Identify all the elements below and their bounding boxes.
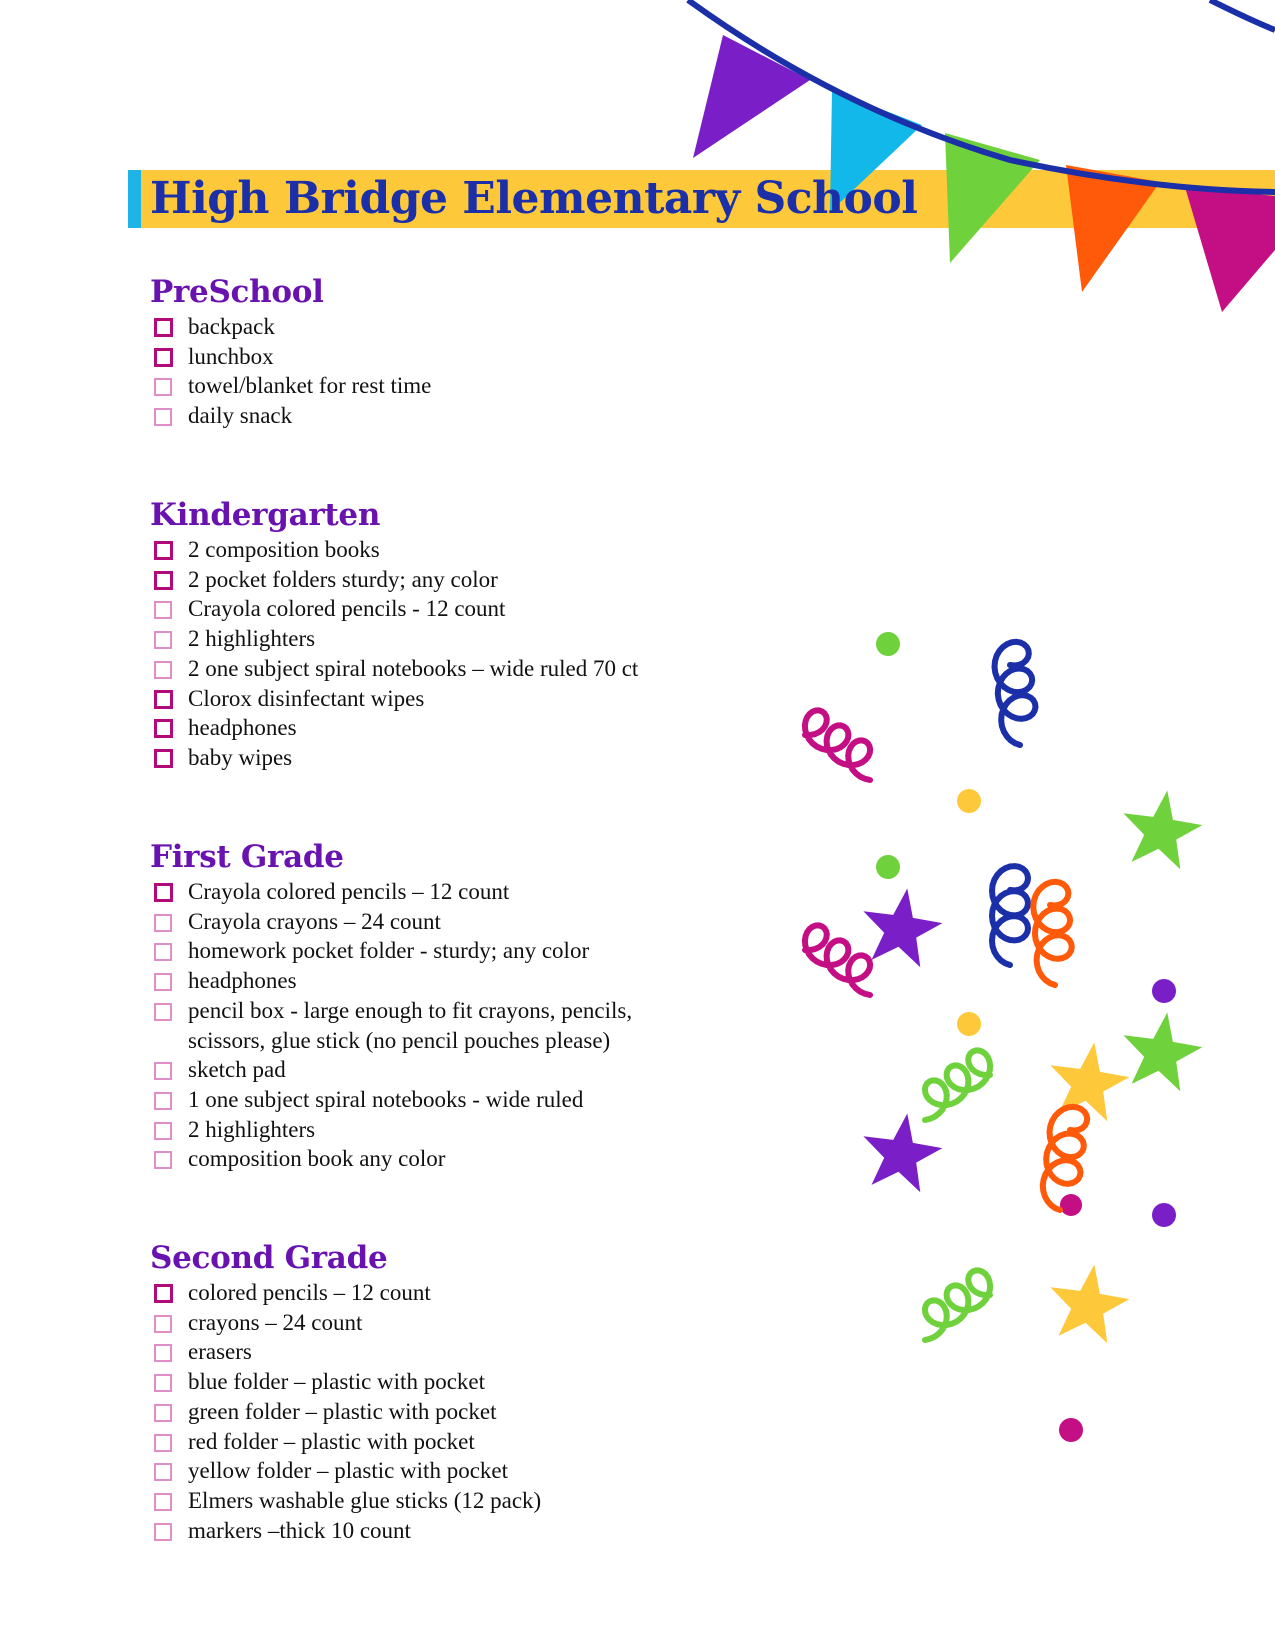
supply-item-label: 2 highlighters <box>188 1116 316 1142</box>
supply-item-label: backpack <box>188 314 275 339</box>
supply-item[interactable] <box>150 966 632 996</box>
supply-item-label: composition book any color <box>188 1146 446 1172</box>
supply-list <box>150 312 431 431</box>
supply-item-label: headphones <box>188 715 297 741</box>
supply-item[interactable] <box>150 624 638 654</box>
bunting-flag-purple <box>693 35 810 158</box>
checkbox[interactable] <box>154 631 172 649</box>
confetti-streamer-blue <box>995 642 1036 745</box>
supply-item-label: Crayola colored pencils – 12 count <box>188 879 510 904</box>
section-heading: Kindergarten <box>150 497 381 533</box>
confetti-dot-purple <box>1152 979 1176 1003</box>
section-preschool <box>150 272 431 431</box>
supply-item-label: 2 pocket folders sturdy; any color <box>188 566 498 592</box>
checkbox[interactable] <box>154 571 173 590</box>
supply-item[interactable] <box>150 535 638 565</box>
supply-item[interactable] <box>150 1278 541 1308</box>
checkbox[interactable] <box>154 1122 172 1140</box>
bunting-string-upper <box>1210 0 1275 30</box>
checkbox[interactable] <box>154 1284 173 1303</box>
bunting-flag-magenta <box>1185 187 1275 312</box>
confetti-streamer-orange <box>1033 882 1072 985</box>
supply-item[interactable] <box>150 565 638 595</box>
confetti-dot-yellow <box>957 789 981 813</box>
confetti-streamer-orange <box>1043 1107 1087 1210</box>
supply-item-label: headphones <box>188 968 297 994</box>
supply-item-label: sketch pad <box>188 1057 286 1083</box>
supply-item[interactable] <box>150 936 632 966</box>
supply-item-label: 2 one subject spiral notebooks – wide ruled 70 ct <box>188 655 639 681</box>
supply-item[interactable] <box>150 713 638 743</box>
confetti-dot-purple <box>1152 1203 1176 1227</box>
page-title: High Bridge Elementary School <box>150 173 918 224</box>
section-kindergarten <box>150 495 638 773</box>
supply-item-label: yellow folder – plastic with pocket <box>188 1458 509 1484</box>
supply-item-label: green folder – plastic with pocket <box>188 1398 497 1424</box>
checkbox[interactable] <box>154 749 173 768</box>
supply-item-continuation <box>150 1026 632 1056</box>
supply-item[interactable] <box>150 1397 541 1427</box>
supply-item[interactable] <box>150 996 632 1026</box>
supply-item-label: red folder – plastic with pocket <box>188 1428 475 1454</box>
supply-item-label: markers –thick 10 count <box>188 1517 411 1543</box>
supply-item[interactable] <box>150 312 431 342</box>
checkbox[interactable] <box>154 541 173 560</box>
supply-list <box>150 535 638 773</box>
checkbox[interactable] <box>154 1493 172 1511</box>
supply-item-label: daily snack <box>188 403 293 429</box>
supply-item[interactable] <box>150 401 431 431</box>
supply-item[interactable] <box>150 684 638 714</box>
supply-item[interactable] <box>150 654 638 684</box>
confetti-star-green <box>1123 1013 1202 1092</box>
section-heading: First Grade <box>150 839 344 875</box>
checkbox[interactable] <box>154 719 173 738</box>
supply-item[interactable] <box>150 342 431 372</box>
section-heading: Second Grade <box>150 1240 388 1276</box>
confetti-streamer-magenta <box>805 925 870 995</box>
confetti-streamer-green <box>925 1270 990 1340</box>
checkbox[interactable] <box>154 1463 172 1481</box>
supply-item-label: scissors, glue stick (no pencil pouches please) <box>188 1027 611 1053</box>
confetti-dot-magenta <box>1059 1418 1083 1442</box>
supply-item[interactable] <box>150 1367 541 1397</box>
confetti-star-green <box>1123 791 1202 870</box>
checkbox[interactable] <box>154 1003 172 1021</box>
supply-item[interactable] <box>150 1308 541 1338</box>
checkbox[interactable] <box>154 601 172 619</box>
checkbox[interactable] <box>154 690 173 709</box>
supply-item-label: towel/blanket for rest time <box>188 373 432 399</box>
confetti-dot-green <box>876 855 900 879</box>
supply-item[interactable] <box>150 743 638 773</box>
supply-item[interactable] <box>150 594 638 624</box>
supply-item-label: erasers <box>188 1339 252 1365</box>
section-second-grade <box>150 1238 541 1545</box>
checkbox[interactable] <box>154 318 173 337</box>
confetti-star-purple <box>863 889 942 968</box>
checkbox[interactable] <box>154 943 172 961</box>
confetti-dot-green <box>876 632 900 656</box>
checkbox[interactable] <box>154 1092 172 1110</box>
confetti-star-purple <box>863 1114 942 1193</box>
section-heading: PreSchool <box>150 274 324 310</box>
supply-item-label: Elmers washable glue sticks (12 pack) <box>188 1487 542 1513</box>
supply-item-label: colored pencils – 12 count <box>188 1280 431 1305</box>
confetti-star-yellow <box>1050 1265 1129 1344</box>
checkbox[interactable] <box>154 661 172 679</box>
supply-item-label: 2 highlighters <box>188 626 316 652</box>
supply-item-label: lunchbox <box>188 343 274 369</box>
confetti-streamer-blue <box>992 866 1028 965</box>
checkbox[interactable] <box>154 348 173 367</box>
section-first-grade <box>150 837 632 1174</box>
confetti-dot-magenta <box>1060 1194 1082 1216</box>
confetti-streamer-magenta <box>805 710 870 780</box>
supply-list <box>150 877 632 1174</box>
supply-item-label: Crayola crayons – 24 count <box>188 908 441 934</box>
supply-item-label: baby wipes <box>188 744 293 770</box>
supply-item-label: homework pocket folder - sturdy; any color <box>188 938 590 964</box>
supply-item[interactable] <box>150 1486 541 1516</box>
supply-item[interactable] <box>150 1456 541 1486</box>
supply-item[interactable] <box>150 877 632 907</box>
supply-item[interactable] <box>150 1516 541 1546</box>
checkbox[interactable] <box>154 1523 172 1541</box>
supply-item[interactable] <box>150 371 431 401</box>
checkbox[interactable] <box>154 914 172 932</box>
supply-item-label: 1 one subject spiral notebooks - wide ruled <box>188 1086 584 1112</box>
supply-item-label: Clorox disinfectant wipes <box>188 685 425 711</box>
supply-item-label: 2 composition books <box>188 537 380 562</box>
supply-item-label: pencil box - large enough to fit crayons, pencils, <box>188 997 633 1023</box>
supply-list <box>150 1278 541 1545</box>
supply-item[interactable] <box>150 1144 632 1174</box>
supply-item[interactable] <box>150 907 632 937</box>
confetti-dot-yellow <box>957 1012 981 1036</box>
supply-item[interactable] <box>150 1055 632 1085</box>
checkbox[interactable] <box>154 1151 172 1169</box>
supply-item-label: blue folder – plastic with pocket <box>188 1369 486 1395</box>
checkbox[interactable] <box>154 378 172 396</box>
supply-item-label: crayons – 24 count <box>188 1309 363 1335</box>
checkbox[interactable] <box>154 883 173 902</box>
checkbox[interactable] <box>154 1434 172 1452</box>
supply-item[interactable] <box>150 1337 541 1367</box>
supply-item[interactable] <box>150 1085 632 1115</box>
checkbox[interactable] <box>154 973 172 991</box>
supply-item[interactable] <box>150 1427 541 1457</box>
supply-item[interactable] <box>150 1115 632 1145</box>
checkbox[interactable] <box>154 1315 172 1333</box>
checkbox[interactable] <box>154 1344 172 1362</box>
checkbox[interactable] <box>154 1374 172 1392</box>
checkbox[interactable] <box>154 408 172 426</box>
confetti-streamer-green <box>925 1050 990 1120</box>
supply-item-label: Crayola colored pencils - 12 count <box>188 596 506 622</box>
checkbox[interactable] <box>154 1404 172 1422</box>
checkbox[interactable] <box>154 1062 172 1080</box>
